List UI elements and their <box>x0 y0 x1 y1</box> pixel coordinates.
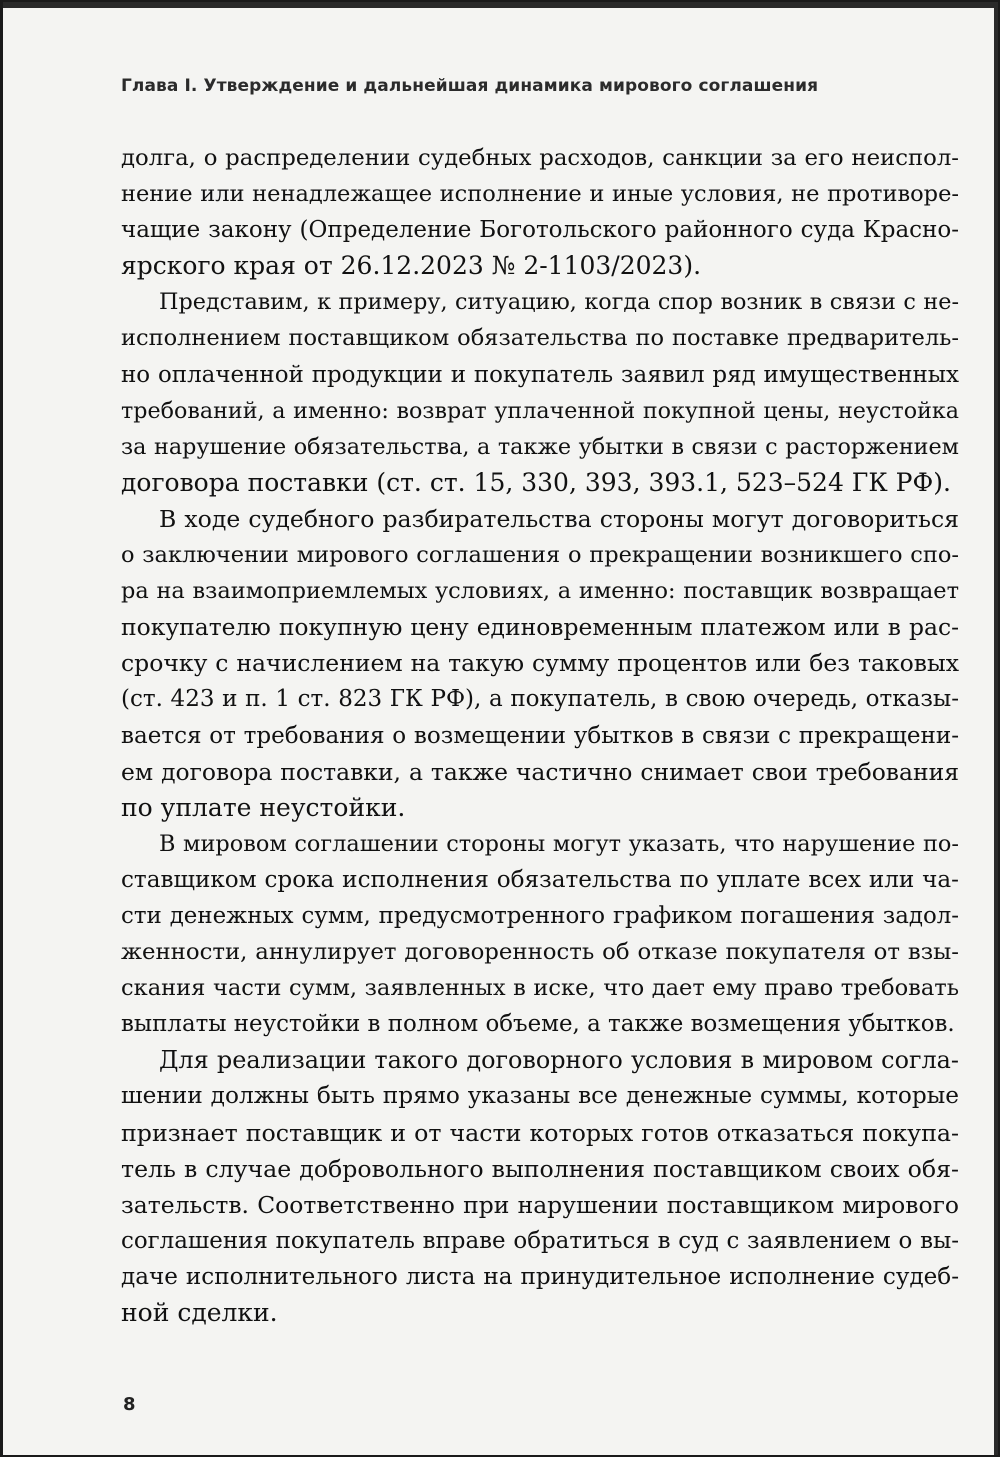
text-line: долга, о распределении судебных расходов, санкции за его неиспол- <box>121 145 959 171</box>
text-line: сти денежных сумм, предусмотренного графиком погашения задол- <box>121 902 959 929</box>
text-line: Для реализации такого договорного условия в мировом согла- <box>159 1046 959 1075</box>
text-line: женности, аннулирует договоренность об отказе покупателя от взы- <box>121 939 959 966</box>
text-line: по уплате неустойки. <box>121 792 406 822</box>
text-line: шении должны быть прямо указаны все денежные суммы, которые <box>121 1082 959 1110</box>
text-line: требований, а именно: возврат уплаченной покупной цены, неустойка <box>121 397 959 424</box>
paragraph <box>121 501 959 826</box>
text-line: ярского края от 26.12.2023 № 2-1103/2023). <box>121 251 702 281</box>
text-line: выплаты неустойки в полном объеме, а также возмещения убытков. <box>121 1011 955 1038</box>
text-line: нение или ненадлежащее исполнение и иные условия, не противоре- <box>121 181 959 208</box>
text-line: тель в случае добровольного выполнения поставщиком своих обя- <box>121 1154 959 1183</box>
text-line: ем договора поставки, а также частично снимает свои требования <box>121 757 959 786</box>
text-line: ной сделки. <box>121 1298 278 1327</box>
text-line: признает поставщик и от части которых готов отказаться покупа- <box>121 1118 959 1147</box>
text-line: но оплаченной продукции и покупатель заявил ряд имущественных <box>121 361 959 388</box>
text-line: соглашения покупатель вправе обратиться в суд с заявлением о вы- <box>121 1227 959 1254</box>
page-number: 8 <box>123 1394 136 1415</box>
text-line: чащие закону (Определение Боготольского районного суда Красно- <box>121 217 959 244</box>
text-line: В мировом соглашении стороны могут указать, что нарушение по- <box>159 830 959 857</box>
paragraph <box>121 284 959 501</box>
text-line: скания части сумм, заявленных в иске, что дает ему право требовать <box>121 975 959 1002</box>
text-line: договора поставки (ст. ст. 15, 330, 393, 393.1, 523–524 ГК РФ). <box>121 467 951 497</box>
text-line: Представим, к примеру, ситуацию, когда спор возник в связи с не- <box>159 289 959 316</box>
scan-border-top <box>3 2 1000 8</box>
text-line: за нарушение обязательства, а также убытки в связи с расторжением <box>121 433 959 460</box>
running-header: Глава I. Утверждение и дальнейшая динамика мирового соглашения <box>121 76 819 96</box>
text-line: ставщиком срока исполнения обязательства по уплате всех или ча- <box>121 866 959 893</box>
paragraph <box>121 140 959 284</box>
paragraph <box>121 1042 959 1331</box>
text-line: ра на взаимоприемлемых условиях, а именно: поставщик возвращает <box>121 578 959 605</box>
text-line: зательств. Соответственно при нарушении поставщиком мирового <box>121 1190 959 1219</box>
text-line: даче исполнительного листа на принудительное исполнение судеб- <box>121 1263 959 1290</box>
scan-border-right <box>994 2 998 1457</box>
text-line: срочку с начислением на такую сумму процентов или без таковых <box>121 649 959 678</box>
text-line: В ходе судебного разбирательства стороны могут договориться <box>159 504 959 533</box>
text-line: вается от требования о возмещении убытков в связи с прекращени- <box>121 722 959 749</box>
text-line: о заключении мирового соглашения о прекращении возникшего спо- <box>121 542 959 569</box>
paragraph <box>121 826 959 1043</box>
text-line: (ст. 423 и п. 1 ст. 823 ГК РФ), а покупатель, в свою очередь, отказы- <box>121 686 959 713</box>
text-line: покупателю покупную цену единовременным платежом или в рас- <box>121 613 959 642</box>
body-text <box>121 140 959 1331</box>
text-line: исполнением поставщиком обязательства по поставке предваритель- <box>121 325 959 352</box>
